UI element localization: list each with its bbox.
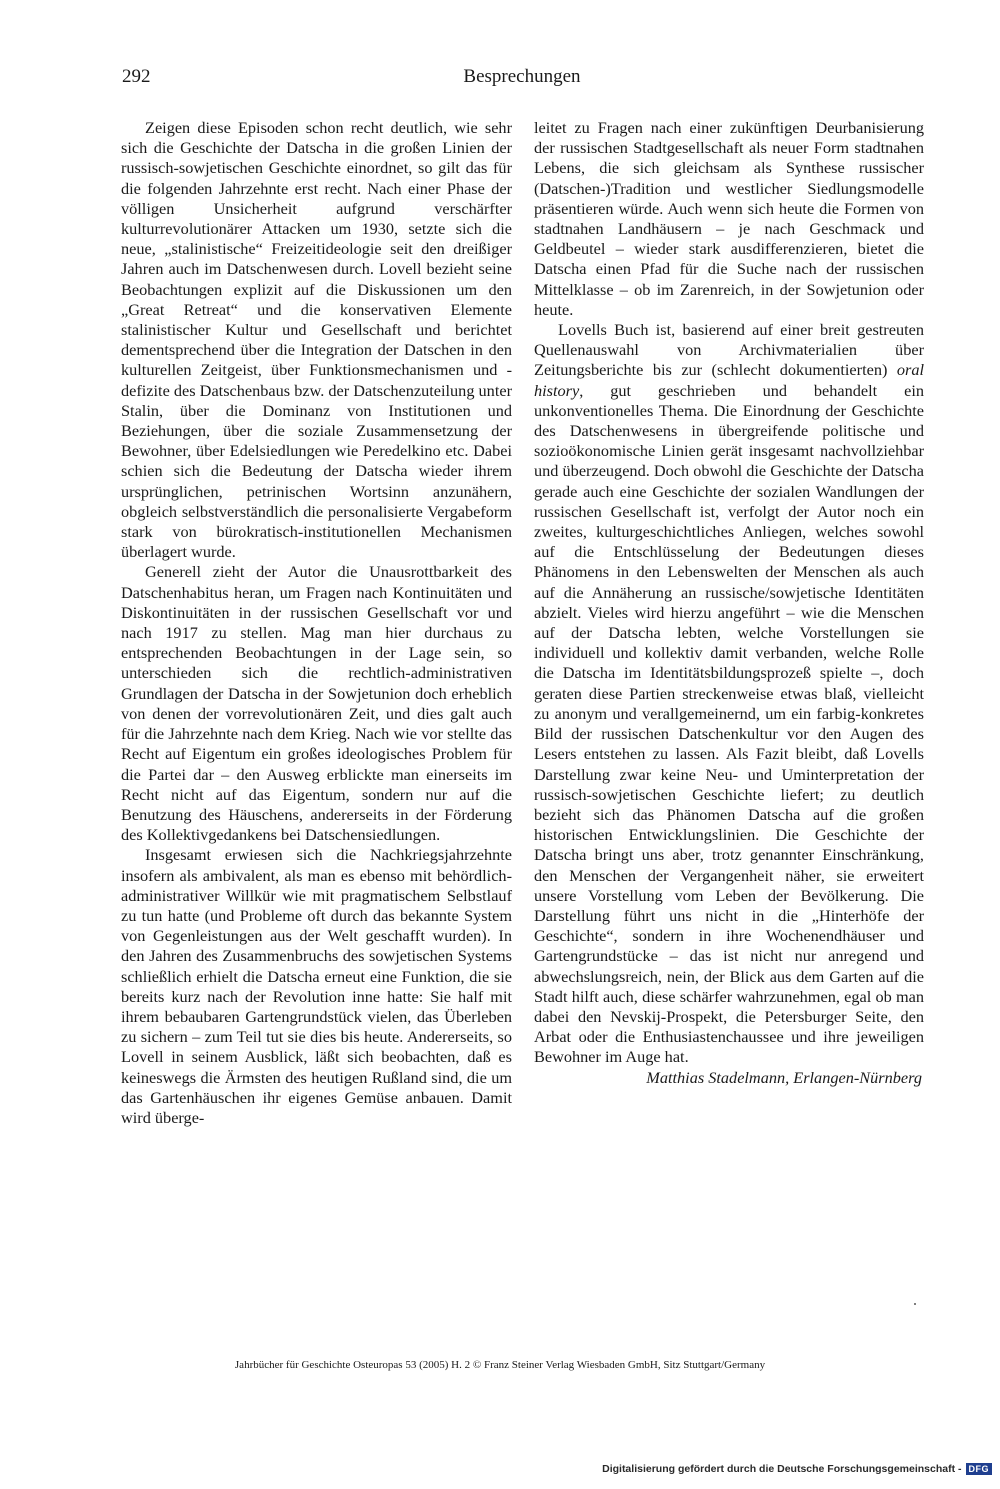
digitization-text: Digitalisierung gefördert durch die Deutsche Forschungsgemeinschaft - xyxy=(602,1463,962,1475)
page-header xyxy=(122,66,922,92)
paragraph-continuation: leitet zu Fragen nach einer zukünftigen Deurbanisierung der russischen Stadtgesellschaft als neuer Form stadtnahen Lebens, die sich gleichsam als Synthese russischer (Datschen-)Tradition und westlicher Siedlungsmodelle präsentieren würde. Auch wenn sich heute die Formen von stadtnahen Landhäusern – je nach Geschmack und Geldbeutel – wieder stark ausdifferenzieren, bietet die Datscha einen Pfad für die Suche nach der russischen Mittelklasse – ob im Zarenreich, in der Sowjetunion oder heute. xyxy=(534,118,924,319)
paragraph: Insgesamt erwiesen sich die Nachkriegsjahrzehnte insofern als ambivalent, als man es ebenso mit behördlich-administrativer Willkür wie mit pragmatischem Selbstlauf zu tun hatte (und Probleme oft durch das bekannte System von Gegenleistungen aus der Welt geschafft wurden). In den Jahren des Zusammenbruchs des sowjetischen Systems schließlich erhielt die Datscha erneut eine Funktion, die sie bereits kurz nach der Revolution inne hatte: Sie half mit ihrem bebaubaren Gartengrundstück vielen, das Überleben zu sichern – zum Teil tut sie dies bis heute. Andererseits, so Lovell in seinem Ausblick, läßt sich beobachten, daß es keineswegs die Ärmsten des heutigen Rußland sind, die um das Gartenhäuschen ihr eigenes Gemüse anbauen. Damit wird überge- xyxy=(121,845,512,1127)
dfg-logo-icon: DFG xyxy=(966,1463,993,1475)
paragraph-text: Lovells Buch ist, basierend auf einer breit gestreuten Quellenauswahl von Archivmaterialien über Zeitungsberichte bis zur (schlecht dokumentierten) xyxy=(534,320,924,380)
running-title: Besprechungen xyxy=(463,66,581,87)
scan-speck xyxy=(914,1303,916,1305)
reviewer-signature: Matthias Stadelmann, Erlangen-Nürnberg xyxy=(646,1067,922,1087)
footer-citation: Jahrbücher für Geschichte Osteuropas 53 (2005) H. 2 © Franz Steiner Verlag Wiesbaden GmbH, Sitz Stuttgart/Germany xyxy=(234,1359,766,1371)
page-number: 292 xyxy=(122,66,151,87)
left-column xyxy=(121,118,512,1128)
paragraph: Generell zieht der Autor die Unausrottbarkeit des Datschenhabitus heran, um Fragen nach Kontinuitäten und Diskontinuitäten in der russischen Gesellschaft vor und nach 1917 zu stellen. Mag man hier durchaus zu entsprechenden Beobachtungen in der Lage sein, so unterschieden sich die rechtlich-administrativen Grundlagen der Datscha in der Sowjetunion doch erheblich von denen der vorrevolutionären Zeit, und dies galt auch für die Jahrzehnte nach dem Krieg. Nach wie vor stellte das Recht auf Eigentum ein großes ideologisches Problem für die Partei dar – den Ausweg erblickte man einerseits im Recht nicht auf das Eigentum, sondern nur auf die Benutzung des Häuschens, andererseits in der Förderung des Kollektivgedankens bei Datschensiedlungen. xyxy=(121,562,512,845)
paragraph xyxy=(534,320,924,1068)
paragraph-text: , gut geschrieben und behandelt ein unkonventionelles Thema. Die Einordnung der Geschichte des Datschenwesens in übergreifende politische und sozioökonomische Linien gerät insgesamt nachvollziehbar und überzeugend. Doch obwohl die Geschichte der Datscha gerade auch eine Geschichte der sozialen Wandlungen der russischen Gesellschaft ist, verfolgt der Autor noch ein zweites, kulturgeschichtliches Anliegen, welches sowohl auf die Entschlüsselung der Bedeutungen dieses Phänomens in den Lebenswelten der Menschen als auch auf die Annäherung an russische/sowjetische Identitäten abzielt. Vieles wird hierzu angeführt – wie die Menschen auf der Datscha lebten, welche Vorstellungen sie individuell und kollektiv damit verbanden, welche Rolle die Datscha im Identitätsbildungsprozeß spielte –, doch geraten diese Partien streckenweise etwas blaß, vielleicht zu anonym und verallgemeinernd, um ein farbig-konkretes Bild der russischen Datschenkultur vor den Augen des Lesers entstehen zu lassen. Als Fazit bleibt, daß Lovells Darstellung zwar keine Neu- und Uminterpretation der russisch-sowjetischen Geschichte liefert; zu deutlich bezieht sich das Phänomen Datscha auf die großen historischen Entwicklungslinien. Die Geschichte der Datscha bringt uns aber, trotz genannter Einschränkung, den Menschen der Vergangenheit näher, sie erweitert unsere Vorstellung vom Leben der Bevölkerung. Die Darstellung führt uns nicht in die „Hinterhöfe der Geschichte“, sondern in ihre Wochenendhäuser und Gartengrundstücke – das ist nicht nur anregend und abwechslungsreich, nein, der Blick aus dem Garten auf die Stadt hilft auch, diese schärfer wahrzunehmen, egal ob man dabei den Nevskij-Prospekt, die Petersburger Seite, den Arbat oder die Enthusiastenchaussee und ihre jeweiligen Bewohner im Auge hat. xyxy=(534,380,924,1067)
paragraph-italic-term: oral history xyxy=(534,360,924,400)
right-column xyxy=(534,118,924,1088)
paragraph: Zeigen diese Episoden schon recht deutlich, wie sehr sich die Geschichte der Datscha in die großen Linien der russisch-sowjetischen Geschichte einordnet, so gilt das für die folgenden Jahrzehnte erst recht. Nach einer Phase der völligen Unsicherheit aufgrund verschärfter kulturrevolutionärer Attacken um 1930, setzte sich die neue, „stalinistische“ Freizeitideologie seit den dreißiger Jahren auch im Datschenwesen durch. Lovell bezieht seine Beobachtungen explizit auf die Diskussionen um den „Great Retreat“ und die konservativen Elemente stalinistischer Kultur und Gesellschaft und berichtet dementsprechend über die Integration der Datschen in den kulturellen Zeitgeist, über Funktionsmechanismen und -defizite des Datschenbaus bzw. der Datschenzuteilung unter Stalin, über die Dominanz von Institutionen und Beziehungen, über die soziale Zusammensetzung der Bewohner, über Edelsiedlungen wie Peredelkino etc. Dabei schien sich die Bedeutung der Datscha wieder ihrem ursprünglichen, petrinischen Wortsinn anzunähern, obgleich selbstverständlich die personalisierte Vergabeform stark von bürokratisch-institutionellen Mechanismen überlagert wurde. xyxy=(121,118,512,562)
digitization-notice xyxy=(602,1463,992,1475)
